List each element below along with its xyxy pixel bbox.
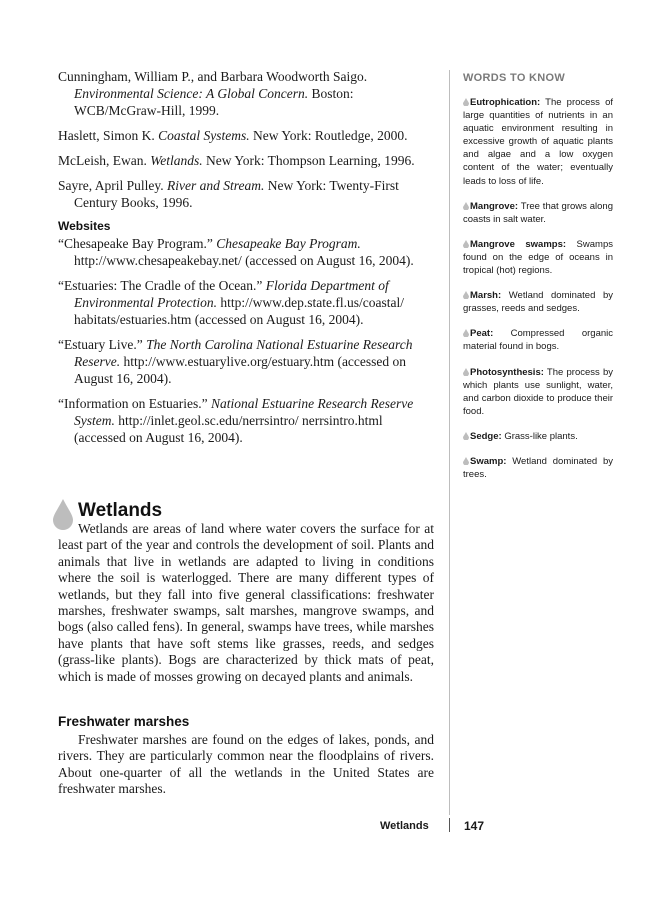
water-drop-icon (463, 291, 469, 299)
glossary-entry: Marsh: Wetland dominated by grasses, reeds and sedges. (463, 290, 613, 315)
water-drop-icon (463, 329, 469, 337)
glossary-entry: Swamp: Wetland dominated by trees. (463, 455, 613, 481)
water-drop-icon (463, 240, 469, 248)
footer-chapter-title: Wetlands (380, 820, 429, 832)
glossary-entry: Mangrove: Tree that grows along coasts in salt water. (463, 200, 613, 225)
reference-entry: Cunningham, William P., and Barbara Woodworth Saigo. Environmental Science: A Global Concern. Boston: WCB/McGraw-Hill, 1999. (58, 69, 368, 118)
websites-heading: Websites (58, 219, 111, 233)
glossary-entry: Mangrove swamps: Swamps found on the edge of oceans in tropical (hot) regions. (463, 238, 613, 277)
water-drop-icon (463, 202, 469, 210)
glossary-entry: Peat: Compressed organic material found in bogs. (463, 328, 613, 353)
website-entry: “Information on Estuaries.” National Estuarine Research Reserve System. http://inlet.geol.sc.edu/nerrsintro/ nerrsintro.html (accessed on August 16, 2004). (58, 396, 414, 445)
words-to-know-sidebar (463, 72, 613, 493)
reference-entry: McLeish, Ewan. Wetlands. New York: Thompson Learning, 1996. (58, 153, 415, 168)
section-body: Wetlands are areas of land where water covers the surface for at least part of the year and controls the development of soil. Plants and animals that live in wetlands are adapted to living in conditions where the soil is waterlogged. There are many different types of wetlands, but they fall into five general classifications: freshwater marshes, freshwater swamps, salt marshes, mangrove swamps, and bogs (also called fens). In general, swamps have trees, while marshes have plants that have soft stems like grasses, reeds, and sedges (grass-like plants). Bogs are characterized by thick mats of peat, which is made of mosses growing on decayed plants and animals. (58, 521, 434, 684)
freshwater-heading: Freshwater marshes (58, 714, 190, 729)
column-divider (449, 70, 450, 815)
glossary-entry: Photosynthesis: The process by which plants use sunlight, water, and carbon dioxide to produce their food. (463, 366, 613, 417)
glossary-entry: Eutrophication: The process of large quantities of nutrients in an aquatic environment resulting in excessive growth of aquatic plants and algae and a low oxygen content of the water; eventually leads to loss of life. (463, 97, 613, 187)
website-entry: “Estuaries: The Cradle of the Ocean.” Florida Department of Environmental Protection. http://www.dep.state.fl.us/coastal/ habitats/estuaries.htm (accessed on August 16, 2004). (58, 278, 404, 327)
references-column (58, 68, 434, 454)
water-drop-icon (463, 432, 469, 440)
reference-entry: Sayre, April Pulley. River and Stream. New York: Twenty-First Century Books, 1996. (58, 178, 399, 210)
website-entry: “Estuary Live.” The North Carolina National Estuarine Research Reserve. http://www.estuarylive.org/estuary.htm (accessed on August 16, 2004). (58, 337, 413, 386)
section-title: Wetlands (78, 500, 163, 521)
glossary-entry: Sedge: Grass-like plants. (463, 430, 613, 443)
water-drop-icon (463, 457, 469, 465)
water-drop-icon (463, 368, 469, 376)
water-drop-icon (463, 98, 469, 106)
reference-entry: Haslett, Simon K. Coastal Systems. New York: Routledge, 2000. (58, 128, 408, 143)
sidebar-title: WORDS TO KNOW (463, 72, 566, 84)
footer-divider (449, 818, 450, 832)
freshwater-body: Freshwater marshes are found on the edges of lakes, ponds, and rivers. They are particularly common near the floodplains of rivers. About one-quarter of all the wetlands in the United States are freshwater marshes. (58, 732, 434, 797)
website-entry: “Chesapeake Bay Program.” Chesapeake Bay Program. http://www.chesapeakebay.net/ (accessed on August 16, 2004). (58, 236, 414, 268)
page-number: 147 (464, 819, 485, 833)
